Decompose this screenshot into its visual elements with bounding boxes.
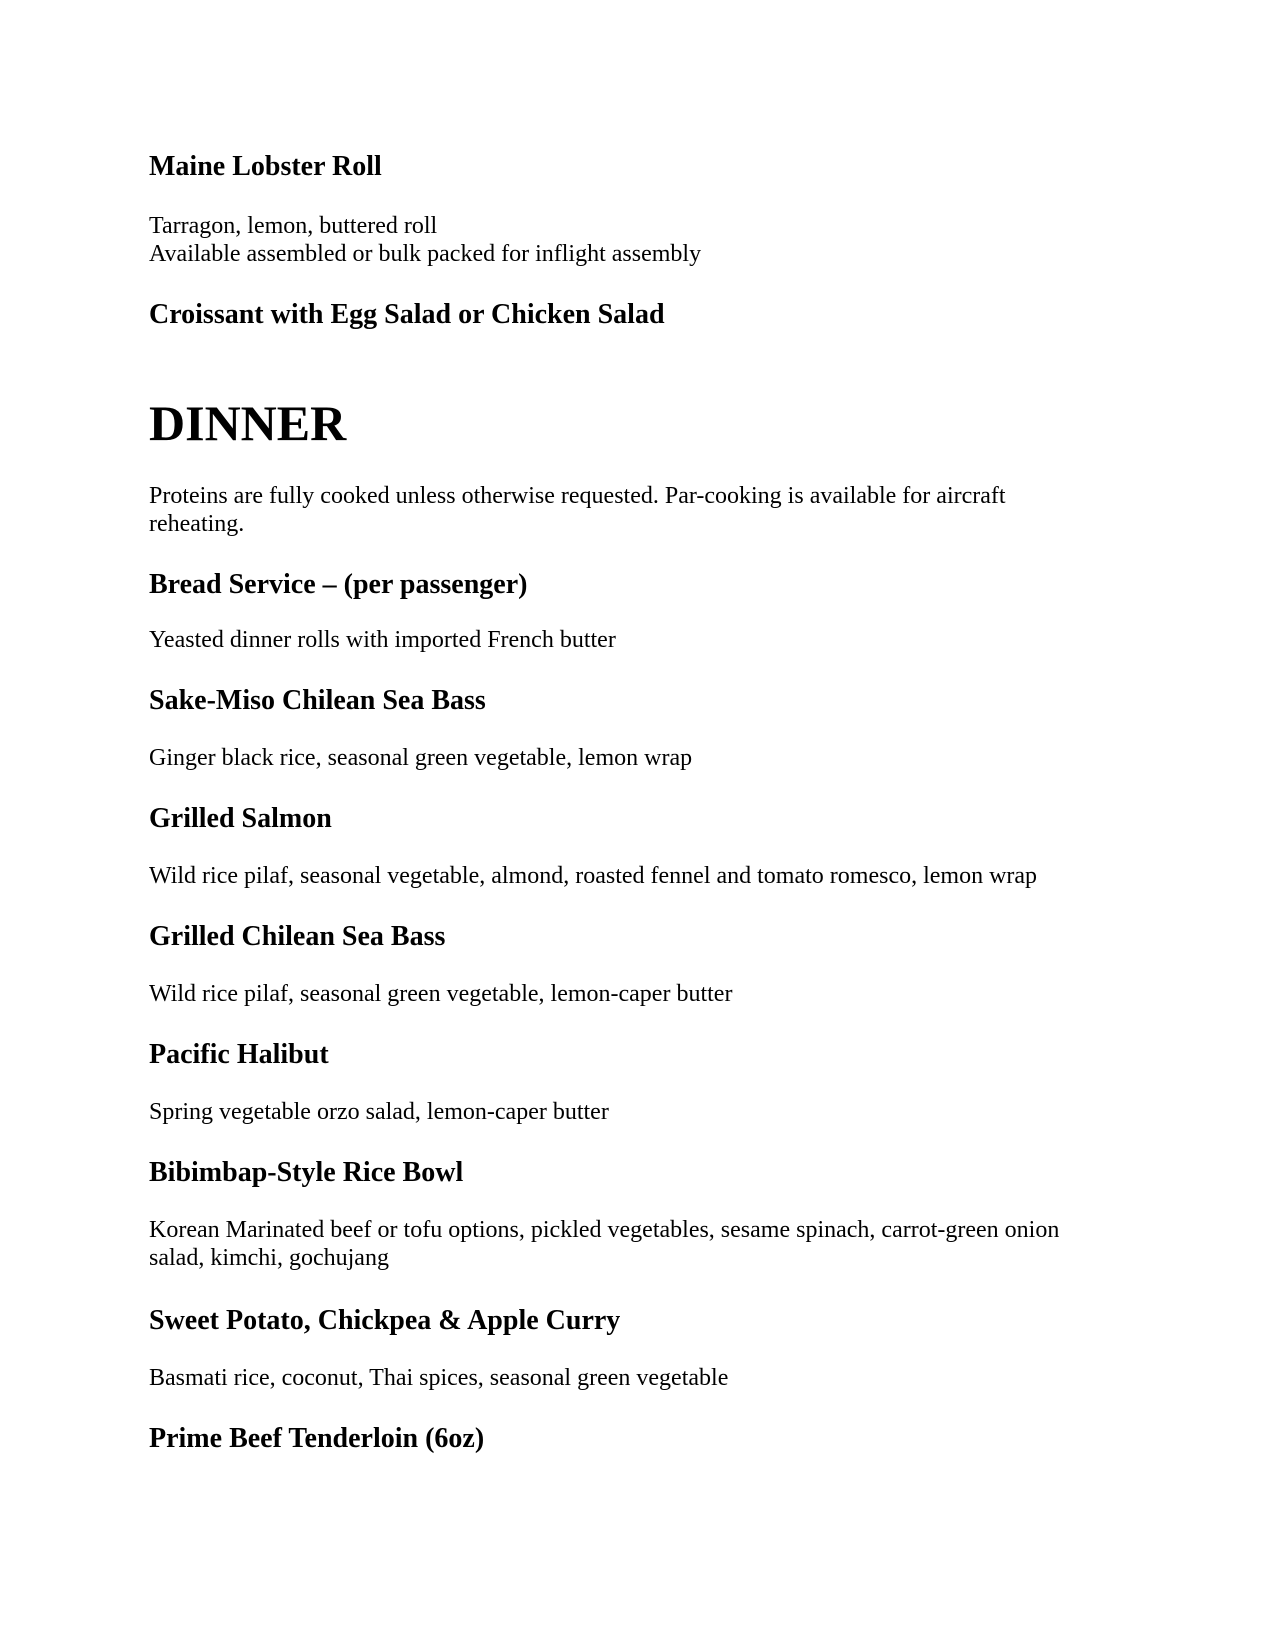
item-title-sake-miso-sea-bass: Sake-Miso Chilean Sea Bass <box>149 685 486 716</box>
item-description-line: Wild rice pilaf, seasonal green vegetable, lemon-caper butter <box>149 981 733 1007</box>
item-title-grilled-salmon: Grilled Salmon <box>149 803 332 834</box>
item-description-line: Wild rice pilaf, seasonal vegetable, almond, roasted fennel and tomato romesco, lemon wrap <box>149 863 1038 889</box>
item-description-line: salad, kimchi, gochujang <box>149 1245 389 1271</box>
item-title-grilled-chilean-sea-bass: Grilled Chilean Sea Bass <box>149 921 446 952</box>
item-description-line: Ginger black rice, seasonal green vegetable, lemon wrap <box>149 745 693 771</box>
item-title-prime-beef-tenderloin: Prime Beef Tenderloin (6oz) <box>149 1423 485 1454</box>
item-description-line: Korean Marinated beef or tofu options, pickled vegetables, sesame spinach, carrot-green onion <box>149 1217 1060 1243</box>
item-description-line: Tarragon, lemon, buttered roll <box>149 213 438 239</box>
item-title-sweet-potato-curry: Sweet Potato, Chickpea & Apple Curry <box>149 1305 621 1336</box>
section-intro-line: Proteins are fully cooked unless otherwise requested. Par-cooking is available for aircraft <box>149 483 1006 509</box>
item-title-bread-service: Bread Service – (per passenger) <box>149 569 528 600</box>
section-intro-line: reheating. <box>149 511 245 537</box>
item-description-line: Available assembled or bulk packed for inflight assembly <box>149 241 702 267</box>
item-title-maine-lobster-roll: Maine Lobster Roll <box>149 151 382 182</box>
section-title-dinner: DINNER <box>149 395 347 451</box>
item-title-bibimbap-rice-bowl: Bibimbap-Style Rice Bowl <box>149 1157 464 1188</box>
item-description-line: Yeasted dinner rolls with imported French butter <box>149 627 616 653</box>
item-title-pacific-halibut: Pacific Halibut <box>149 1039 329 1070</box>
item-title-croissant: Croissant with Egg Salad or Chicken Salad <box>149 299 665 330</box>
item-description-line: Basmati rice, coconut, Thai spices, seasonal green vegetable <box>149 1365 729 1391</box>
item-description-line: Spring vegetable orzo salad, lemon-caper butter <box>149 1099 609 1125</box>
